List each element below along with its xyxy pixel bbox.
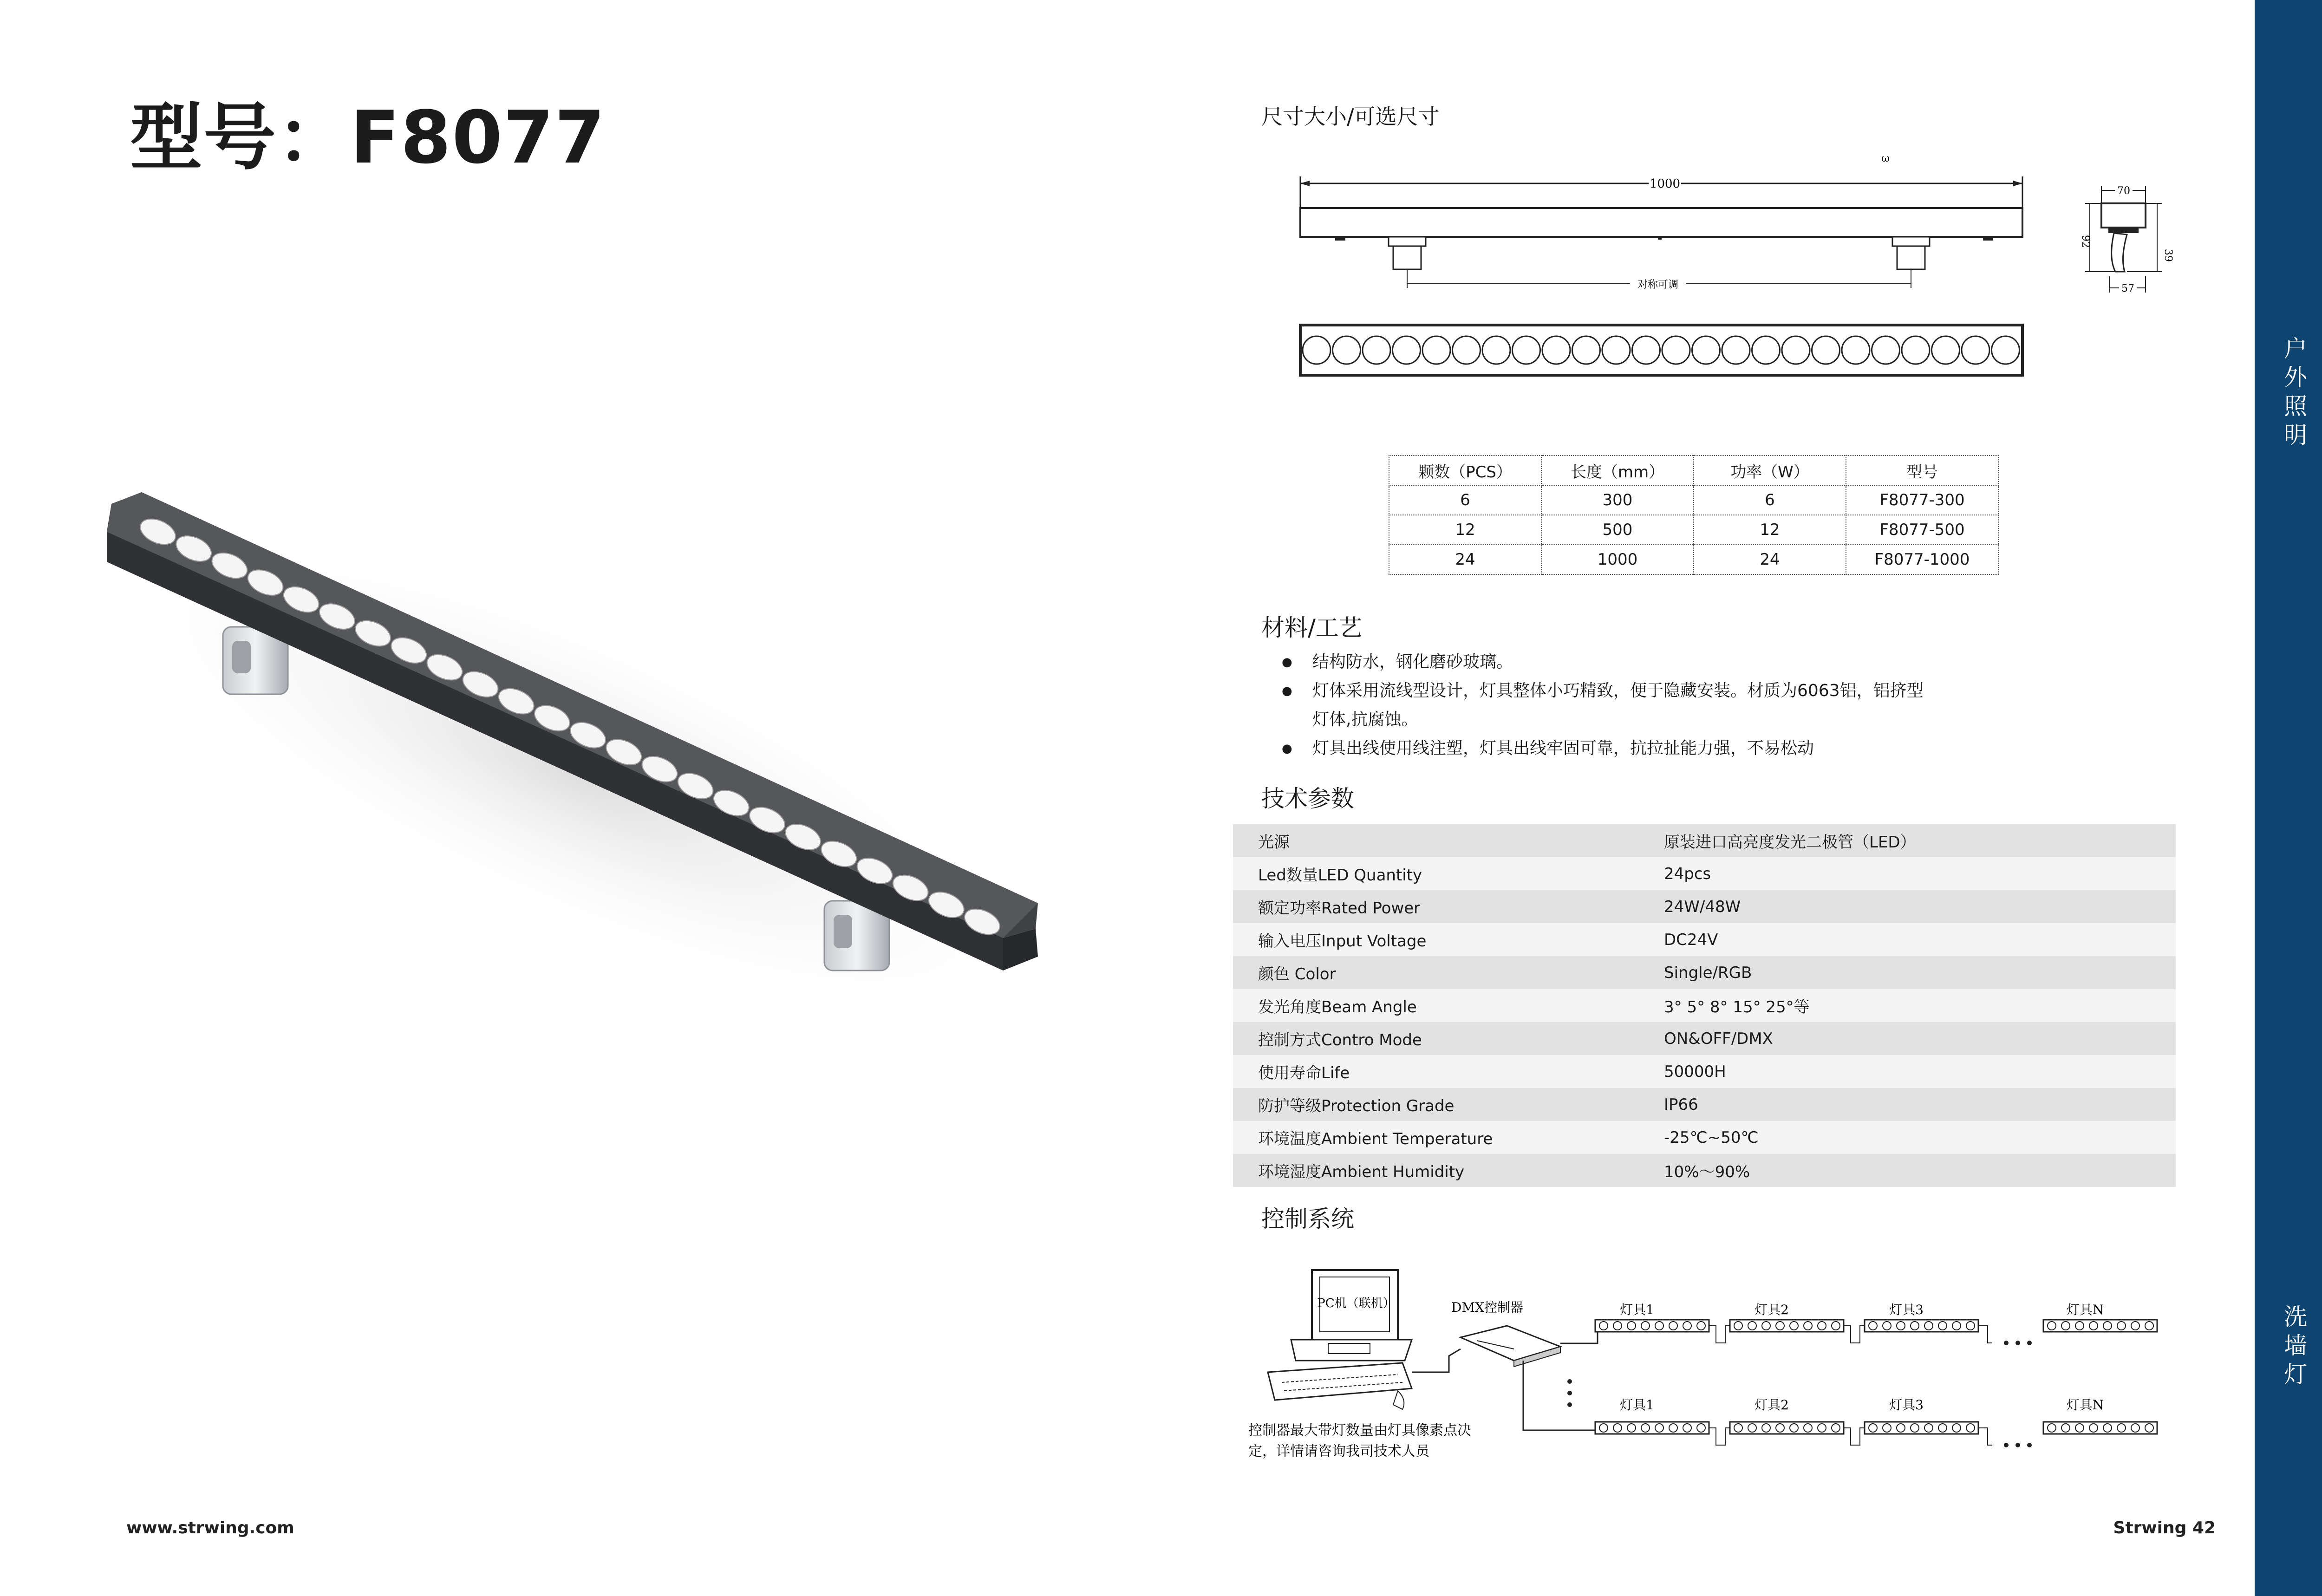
led-circle xyxy=(1692,336,1720,364)
fixture-cable xyxy=(1709,1428,1730,1445)
fixture-strip xyxy=(1730,1320,1844,1332)
fixture-led xyxy=(1897,1322,1905,1330)
table-row xyxy=(1233,1088,2176,1121)
led-circle xyxy=(1992,336,2020,364)
led-circle xyxy=(1303,336,1331,364)
fixture-led xyxy=(1832,1424,1840,1432)
spec-value: 24W/48W xyxy=(1639,890,2176,923)
fixture-led xyxy=(1641,1424,1650,1432)
fixture-led xyxy=(1655,1424,1663,1432)
table-row xyxy=(1233,1055,2176,1088)
table-row xyxy=(1389,545,1998,574)
pc-icon xyxy=(1268,1270,1412,1409)
fixture-label: 灯具2 xyxy=(1755,1397,1789,1413)
led-circle xyxy=(1872,336,1900,364)
spec-value: 24pcs xyxy=(1639,857,2176,890)
fixture-strip xyxy=(1865,1320,1978,1332)
control-note: 定，详情请咨询我司技术人员 xyxy=(1248,1443,1429,1459)
fixture-led xyxy=(2131,1322,2139,1330)
fixture-led xyxy=(1641,1322,1650,1330)
led-circle xyxy=(1393,336,1421,364)
fixture-led xyxy=(2103,1322,2112,1330)
control-diagram xyxy=(1245,1261,2197,1470)
fixture-led xyxy=(1869,1424,1877,1432)
fixture-led xyxy=(1748,1424,1756,1432)
led-circle xyxy=(1602,336,1630,364)
length-label: 1000 xyxy=(1649,177,1681,191)
table-header-cell: 颗数（PCS） xyxy=(1389,456,1541,485)
spec-value: 50000H xyxy=(1639,1055,2176,1088)
table-cell: 12 xyxy=(1389,515,1541,545)
table-row xyxy=(1233,923,2176,956)
dimensions-heading: 尺寸大小/可选尺寸 xyxy=(1261,104,1440,129)
spec-value: ON&OFF/DMX xyxy=(1639,1022,2176,1055)
fixture-label: 灯具1 xyxy=(1620,1397,1654,1413)
table-cell: 6 xyxy=(1694,485,1846,515)
fixture-led xyxy=(1952,1424,1961,1432)
fixture-led xyxy=(2075,1424,2084,1432)
led-circle xyxy=(1482,336,1510,364)
fixture-led xyxy=(1938,1424,1947,1432)
table-header-cell: 功率（W） xyxy=(1694,456,1846,485)
spec-key: 光源 xyxy=(1233,824,1639,857)
fixture-led xyxy=(1938,1322,1947,1330)
table-row xyxy=(1389,515,1998,545)
spec-value: DC24V xyxy=(1639,923,2176,956)
fixture-strip xyxy=(1865,1422,1978,1434)
fixture-strip xyxy=(1730,1422,1844,1434)
fixture-led xyxy=(2103,1424,2112,1432)
table-row xyxy=(1233,989,2176,1022)
fixture-led xyxy=(1776,1322,1784,1330)
fixture-led xyxy=(2089,1424,2098,1432)
fixture-led xyxy=(2089,1322,2098,1330)
side-profile-drawing xyxy=(2076,176,2187,306)
fixture-led xyxy=(1669,1424,1677,1432)
pc-label: PC机（联机） xyxy=(1317,1296,1395,1310)
footer-website[interactable]: www.strwing.com xyxy=(126,1518,294,1537)
led-circle xyxy=(1662,336,1690,364)
tech-heading: 技术参数 xyxy=(1261,785,1354,812)
side-width-label: 70 xyxy=(2117,185,2130,197)
ellipsis-dot xyxy=(2004,1443,2009,1447)
drawing-mark: ω xyxy=(1881,153,1890,164)
fixture-cable xyxy=(1709,1326,1730,1343)
sidebar-char: 外 xyxy=(2284,364,2307,391)
fixture-led xyxy=(1869,1322,1877,1330)
fixture-led xyxy=(1883,1322,1891,1330)
led-circle xyxy=(1782,336,1810,364)
table-cell: 300 xyxy=(1541,485,1694,515)
fixture-led xyxy=(1599,1424,1608,1432)
list-item: ● 灯具出线使用线注塑，灯具出线牢固可靠，抗拉扯能力强，不易松动 xyxy=(1282,734,1932,763)
sidebar-char: 墙 xyxy=(2284,1332,2307,1359)
fixture-label: 灯具N xyxy=(2066,1302,2104,1317)
table-row xyxy=(1233,857,2176,890)
fixture-led xyxy=(1776,1424,1784,1432)
control-note: 控制器最大带灯数量由灯具像素点决 xyxy=(1248,1422,1471,1439)
fixture-cable xyxy=(1978,1428,1992,1445)
side-depth-label: 39 xyxy=(2162,249,2174,262)
list-item: ● 灯体采用流线型设计，灯具整体小巧精致，便于隐藏安装。材质为6063铝，铝挤型灯体,抗腐蚀。 xyxy=(1282,677,1932,734)
fixture-led xyxy=(2048,1424,2056,1432)
fixture-led xyxy=(1762,1424,1770,1432)
fixture-cable xyxy=(1844,1326,1865,1343)
fixture-led xyxy=(1897,1424,1905,1432)
fixture-led xyxy=(1613,1322,1622,1330)
table-cell: 12 xyxy=(1694,515,1846,545)
table-row xyxy=(1389,485,1998,515)
spec-key: 输入电压Input Voltage xyxy=(1233,923,1639,956)
fixture-row xyxy=(1595,1397,2157,1447)
led-circle xyxy=(1962,336,1989,364)
fixture-label: 灯具2 xyxy=(1755,1302,1789,1317)
sidebar-char: 户 xyxy=(2284,335,2307,362)
table-cell: 24 xyxy=(1694,545,1846,574)
led-circle xyxy=(1902,336,1930,364)
ellipsis-dot xyxy=(2027,1341,2032,1345)
fixture-led xyxy=(1748,1322,1756,1330)
fixture-led xyxy=(1734,1322,1742,1330)
table-cell: 24 xyxy=(1389,545,1541,574)
spec-key: 控制方式Contro Mode xyxy=(1233,1022,1639,1055)
led-circle xyxy=(1333,336,1361,364)
dimension-drawing xyxy=(1296,153,2039,385)
led-circle xyxy=(1572,336,1600,364)
fixture-led xyxy=(1832,1322,1840,1330)
fixture-led xyxy=(2117,1424,2126,1432)
fixture-led xyxy=(1952,1322,1961,1330)
spec-key: Led数量LED Quantity xyxy=(1233,857,1639,890)
fixture-led xyxy=(2061,1424,2070,1432)
material-list xyxy=(1282,648,1932,763)
ellipsis-dot xyxy=(2004,1341,2009,1345)
model-table xyxy=(1389,455,1999,575)
spec-value: 10%～90% xyxy=(1639,1154,2176,1187)
sidebar-char: 洗 xyxy=(2284,1303,2307,1330)
fixture-led xyxy=(1655,1322,1663,1330)
fixture-led xyxy=(2145,1322,2153,1330)
spec-key: 额定功率Rated Power xyxy=(1233,890,1639,923)
fixture-strip xyxy=(2043,1422,2157,1434)
adjust-label: 对称可调 xyxy=(1637,279,1679,291)
fixture-led xyxy=(2061,1322,2070,1330)
ellipsis-dot xyxy=(2015,1341,2020,1345)
table-row xyxy=(1233,1154,2176,1187)
fixture-led xyxy=(2131,1424,2139,1432)
led-circle xyxy=(1752,336,1780,364)
fixture-led xyxy=(1804,1424,1812,1432)
ellipsis-dot xyxy=(2015,1443,2020,1447)
side-height-label: 92 xyxy=(2080,235,2091,248)
fixture-cable xyxy=(1978,1326,1992,1343)
table-header-row xyxy=(1389,456,1998,485)
table-header-cell: 型号 xyxy=(1846,456,1998,485)
table-cell: F8077-300 xyxy=(1846,485,1998,515)
fixture-led xyxy=(1790,1322,1798,1330)
table-row xyxy=(1233,956,2176,989)
sidebar-char: 灯 xyxy=(2284,1361,2307,1388)
fixture-led xyxy=(2075,1322,2084,1330)
fixture-row xyxy=(1595,1302,2157,1345)
sidebar-category-label xyxy=(2255,334,2322,449)
fixture-led xyxy=(1818,1322,1826,1330)
table-row xyxy=(1233,1022,2176,1055)
fixture-led xyxy=(1804,1322,1812,1330)
led-circle xyxy=(1632,336,1660,364)
fixture-led xyxy=(1734,1424,1742,1432)
fixture-led xyxy=(1966,1424,1975,1432)
led-circle xyxy=(1363,336,1390,364)
fixture-led xyxy=(2048,1322,2056,1330)
fixture-led xyxy=(1911,1322,1919,1330)
fixture-led xyxy=(1683,1322,1691,1330)
fixture-led xyxy=(1966,1322,1975,1330)
dmx-label: DMX控制器 xyxy=(1451,1300,1524,1315)
sidebar-char: 明 xyxy=(2284,422,2307,449)
dmx-controller-icon xyxy=(1461,1326,1560,1367)
table-row xyxy=(1233,824,2176,857)
fixture-led xyxy=(1911,1424,1919,1432)
control-heading: 控制系统 xyxy=(1261,1205,1354,1232)
spec-key: 颜色 Color xyxy=(1233,956,1639,989)
fixture-cable xyxy=(1844,1428,1865,1445)
fixture-led xyxy=(1627,1424,1636,1432)
fixture-label: 灯具3 xyxy=(1889,1302,1924,1317)
fixture-led xyxy=(2145,1424,2153,1432)
fixture-led xyxy=(2117,1322,2126,1330)
table-cell: 1000 xyxy=(1541,545,1694,574)
led-circle xyxy=(1453,336,1481,364)
sidebar-char: 照 xyxy=(2284,393,2307,420)
category-sidebar xyxy=(2255,0,2322,1596)
table-row xyxy=(1233,890,2176,923)
table-cell: F8077-500 xyxy=(1846,515,1998,545)
fixture-led xyxy=(1599,1322,1608,1330)
led-circle xyxy=(1422,336,1450,364)
spec-value: IP66 xyxy=(1639,1088,2176,1121)
led-circle xyxy=(1932,336,1960,364)
side-base-label: 57 xyxy=(2121,283,2134,294)
fixture-label: 灯具N xyxy=(2066,1397,2104,1413)
fixture-label: 灯具3 xyxy=(1889,1397,1924,1413)
list-item: ● 结构防水，钢化磨砂玻璃。 xyxy=(1282,648,1932,677)
fixture-strip xyxy=(1595,1320,1709,1332)
fixture-strip xyxy=(2043,1320,2157,1332)
spec-key: 防护等级Protection Grade xyxy=(1233,1088,1639,1121)
material-heading: 材料/工艺 xyxy=(1261,614,1362,641)
fixture-led xyxy=(1697,1322,1705,1330)
fixture-led xyxy=(1924,1322,1933,1330)
spec-key: 使用寿命Life xyxy=(1233,1055,1639,1088)
spec-value: 原装进口高亮度发光二极管（LED） xyxy=(1639,824,2176,857)
fixture-led xyxy=(1697,1424,1705,1432)
table-header-cell: 长度（mm） xyxy=(1541,456,1694,485)
page-title: 型号：F8077 xyxy=(130,95,606,180)
fixture-label: 灯具1 xyxy=(1620,1302,1654,1317)
fixture-led xyxy=(1627,1322,1636,1330)
fixture-led xyxy=(1818,1424,1826,1432)
fixture-led xyxy=(1683,1424,1691,1432)
spec-key: 环境湿度Ambient Humidity xyxy=(1233,1154,1639,1187)
table-row xyxy=(1233,1121,2176,1154)
fixture-led xyxy=(1669,1322,1677,1330)
table-cell: 500 xyxy=(1541,515,1694,545)
spec-value: Single/RGB xyxy=(1639,956,2176,989)
led-circle xyxy=(1812,336,1840,364)
fixture-led xyxy=(1790,1424,1798,1432)
spec-table xyxy=(1233,824,2176,1187)
fixture-strip xyxy=(1595,1422,1709,1434)
spec-value: 3° 5° 8° 15° 25°等 xyxy=(1639,989,2176,1022)
fixture-led xyxy=(1613,1424,1622,1432)
fixture-led xyxy=(1924,1424,1933,1432)
fixture-led xyxy=(1883,1424,1891,1432)
led-circle xyxy=(1842,336,1870,364)
sidebar-product-label xyxy=(2255,1303,2322,1389)
spec-value: -25℃~50℃ xyxy=(1639,1121,2176,1154)
page-number: Strwing 42 xyxy=(2113,1518,2216,1537)
led-circle xyxy=(1513,336,1540,364)
fixture-led xyxy=(1762,1322,1770,1330)
spec-key: 发光角度Beam Angle xyxy=(1233,989,1639,1022)
led-circle xyxy=(1542,336,1570,364)
led-circle xyxy=(1722,336,1750,364)
product-photo xyxy=(74,488,1105,1073)
table-cell: 6 xyxy=(1389,485,1541,515)
table-cell: F8077-1000 xyxy=(1846,545,1998,574)
ellipsis-dot xyxy=(2027,1443,2032,1447)
spec-key: 环境温度Ambient Temperature xyxy=(1233,1121,1639,1154)
